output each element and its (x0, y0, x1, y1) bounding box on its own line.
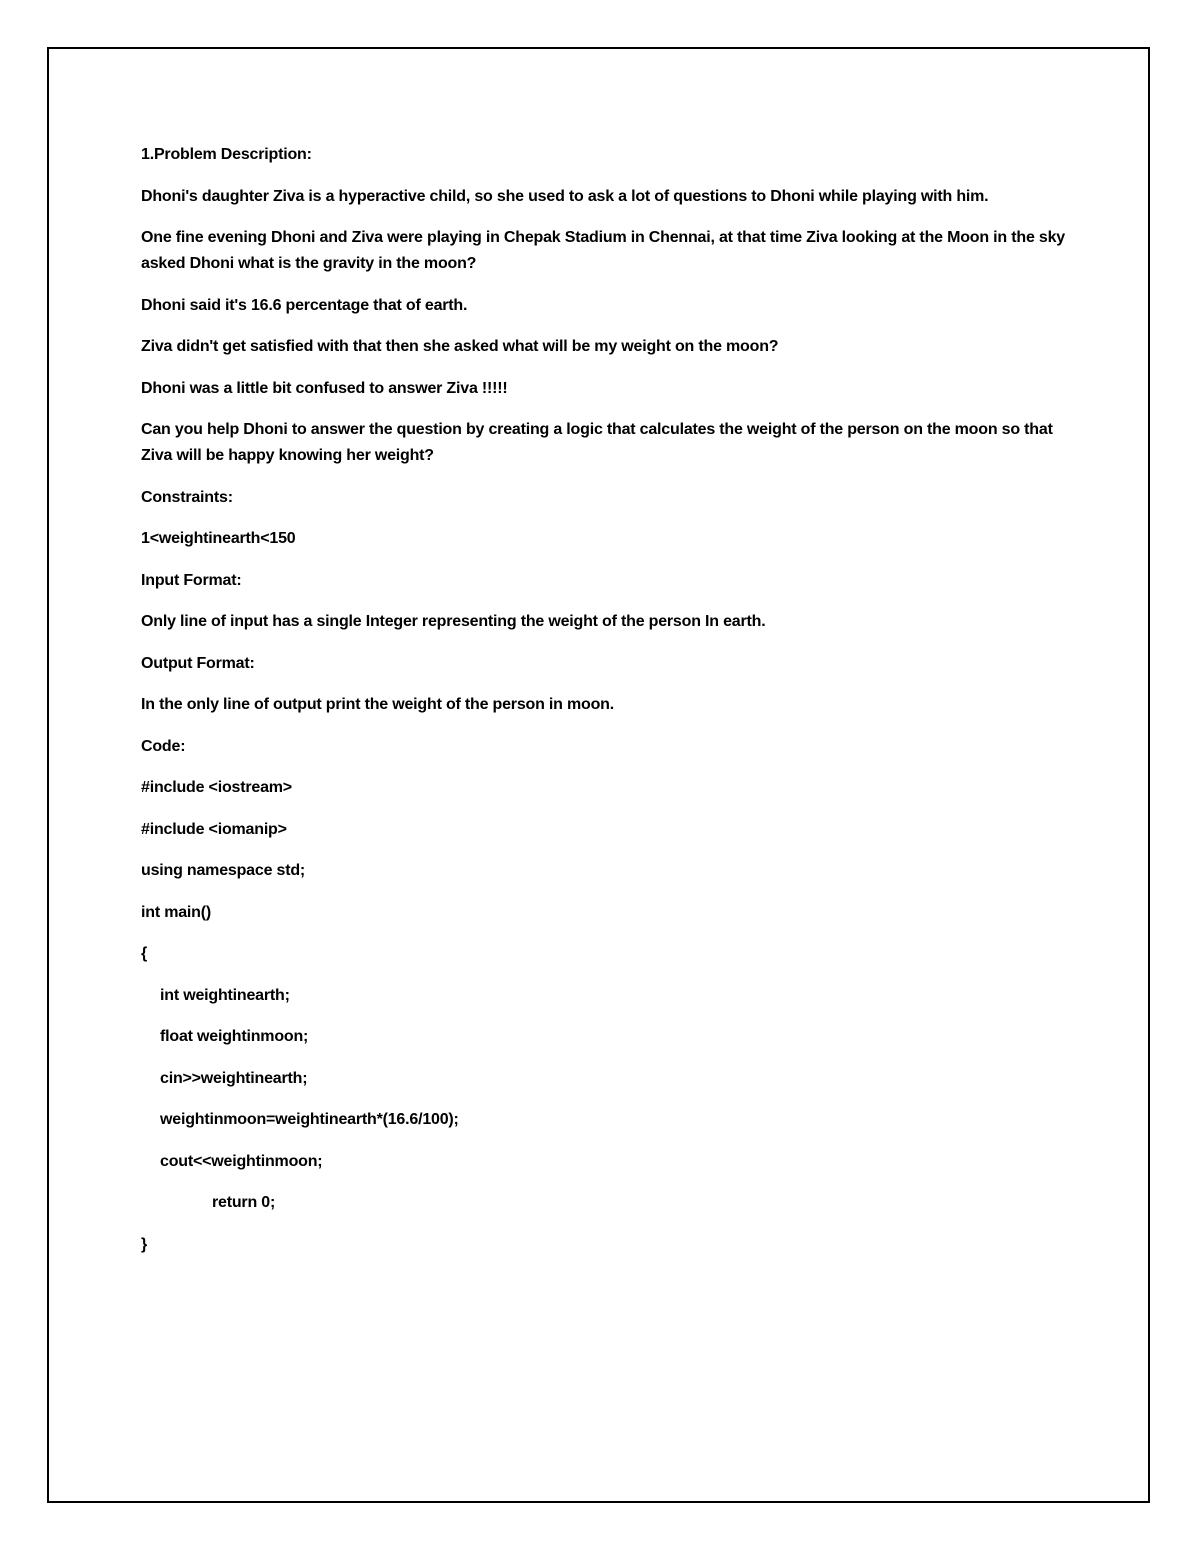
code-line: cout<<weightinmoon; (160, 1152, 323, 1170)
output-format-text: In the only line of output print the weight of the person in moon. (141, 696, 614, 713)
code-line: return 0; (212, 1194, 276, 1211)
output-format-label: Output Format: (141, 654, 255, 672)
code-line: using namespace std; (141, 862, 306, 879)
code-line: #include <iomanip> (141, 820, 287, 838)
code-label: Code: (141, 737, 186, 755)
paragraph: One fine evening Dhoni and Ziva were playing in Chepak Stadium in Chennai, at that time Ziva looking at the Moon in the sky asked Dhoni what is the gravity in the moon? (141, 229, 1070, 272)
code-line: cin>>weightinearth; (160, 1069, 308, 1087)
code-line: int weightinearth; (160, 986, 290, 1004)
paragraph: Dhoni's daughter Ziva is a hyperactive child, so she used to ask a lot of questions to Dhoni while playing with him. (141, 187, 989, 205)
code-line: int main() (141, 903, 211, 921)
code-line: float weightinmoon; (160, 1028, 309, 1045)
code-line: { (141, 945, 148, 962)
constraints-text: 1<weightinearth<150 (141, 530, 296, 547)
paragraph: Ziva didn't get satisfied with that then she asked what will be my weight on the moon? (141, 338, 779, 355)
document-body (141, 142, 1071, 1273)
code-line: #include <iostream> (141, 779, 292, 796)
input-format-label: Input Format: (141, 571, 242, 589)
code-line: } (141, 1235, 148, 1253)
paragraph: Can you help Dhoni to answer the question by creating a logic that calculates the weight of the person on the moon so that Ziva will be happy knowing her weight? (141, 421, 1057, 464)
paragraph: Dhoni was a little bit confused to answer Ziva !!!!! (141, 379, 508, 397)
problem-heading: 1.Problem Description: (141, 146, 312, 163)
input-format-text: Only line of input has a single Integer representing the weight of the person In earth. (141, 613, 766, 630)
paragraph: Dhoni said it's 16.6 percentage that of earth. (141, 296, 468, 314)
code-line: weightinmoon=weightinearth*(16.6/100); (160, 1111, 459, 1128)
constraints-label: Constraints: (141, 488, 233, 506)
